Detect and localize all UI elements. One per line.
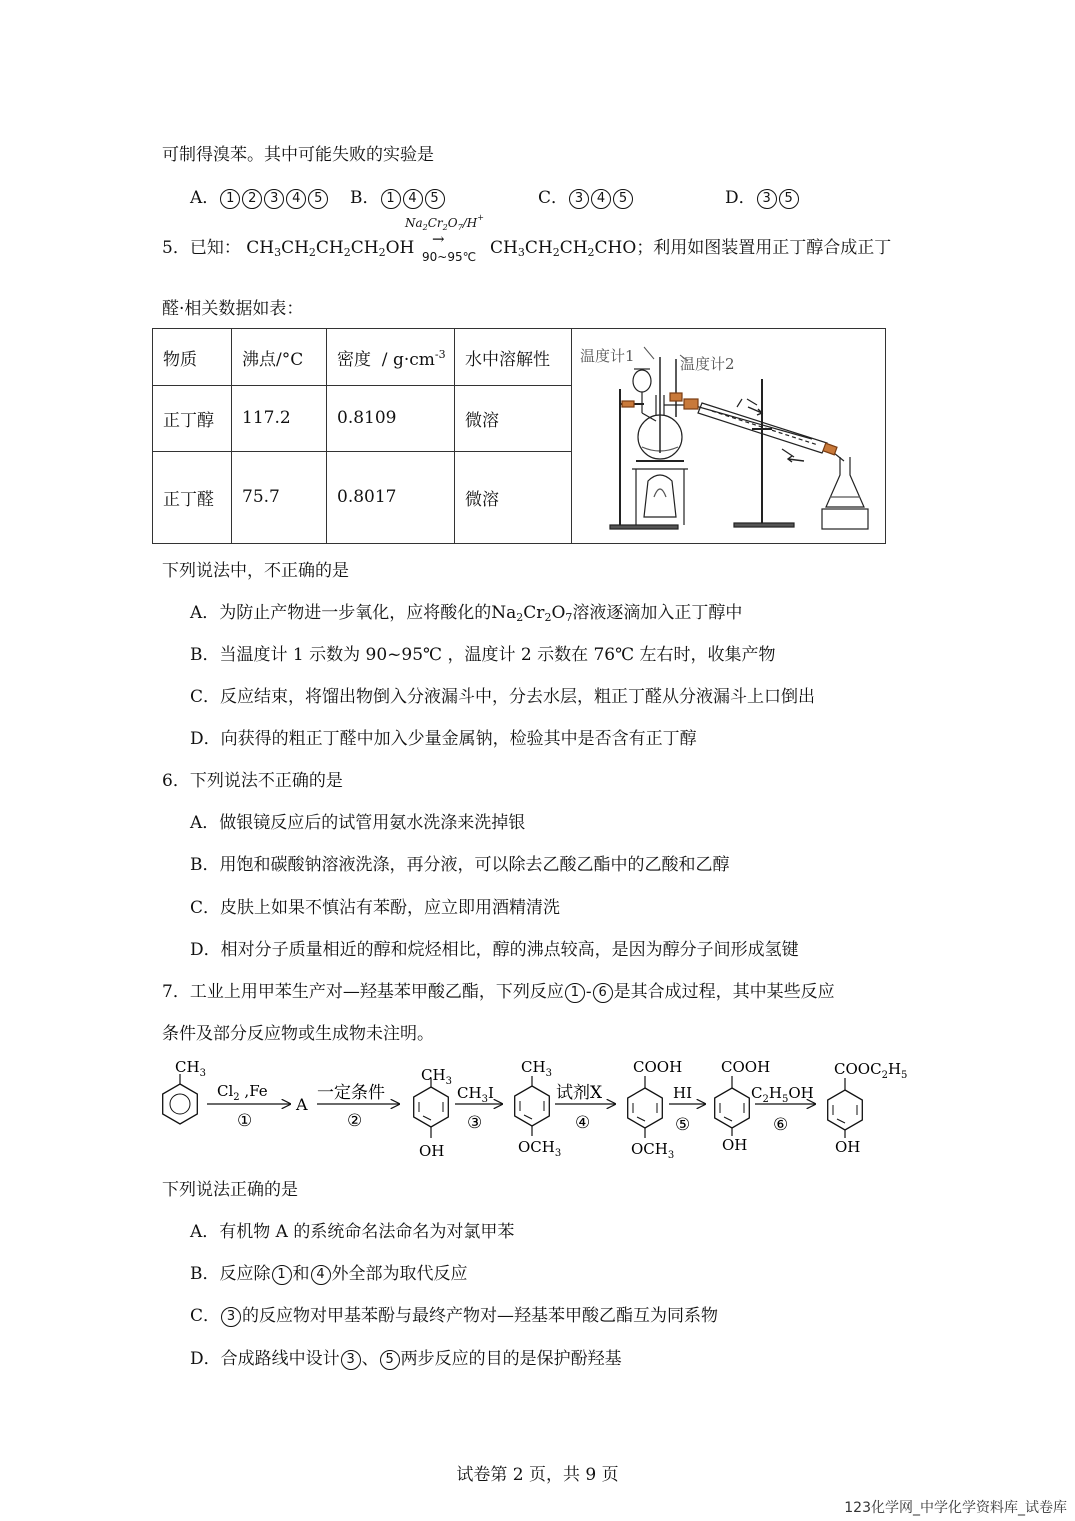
table-cell: 微溶 <box>455 451 572 543</box>
oh-group: OH <box>835 1138 861 1156</box>
och3-group: $OCH_3$ <box>631 1140 675 1161</box>
q5-option-d: D．向获得的粗正丁醛中加入少量金属钠，检验其中是否含有正丁醇 <box>190 729 697 749</box>
q6-option-b: B．用饱和碳酸钠溶液洗涤，再分液，可以除去乙酸乙酯中的乙酸和乙醇 <box>190 855 730 875</box>
circle-number: 1 <box>272 1265 292 1285</box>
reagent-c2h5oh: $C_2H_5OH$ <box>751 1084 814 1105</box>
table-cell: 0.8109 <box>327 386 455 451</box>
benzene-ring <box>163 1084 198 1124</box>
q5-stem-line1-tail: $CH_3CH_2CH_2CHO$；利用如图装置用正丁醇合成正丁 <box>490 238 892 259</box>
apparatus-cell <box>572 329 886 544</box>
synthesis-scheme <box>155 1052 935 1164</box>
page-footer: 试卷第 2 页，共 9 页 <box>456 1465 619 1485</box>
ch3-group: $CH_3$ <box>521 1058 552 1079</box>
condition-label: 一定条件 <box>317 1083 385 1103</box>
table-header-cell: 密度 / $g\cdot cm^{-3}$ <box>327 329 455 386</box>
circle-number: 4 <box>311 1265 331 1285</box>
table-header-cell: 物质 <box>153 329 232 386</box>
circle-number: 3 <box>341 1350 361 1370</box>
oxidant-formula: $Na_2Cr_2O_7$ <box>491 603 573 624</box>
oh-group: OH <box>722 1136 748 1154</box>
intro-line: 可制得溴苯。其中可能失败的实验是 <box>162 145 434 165</box>
cooh-group: COOH <box>633 1058 683 1076</box>
q5-question: 下列说法中，不正确的是 <box>162 561 349 581</box>
q4-option-a: A． 1 2 3 4 5 <box>190 183 329 209</box>
circle-number: 4 <box>591 189 611 209</box>
q7-stem-line1: 7．工业上用甲苯生产对—羟基苯甲酸乙酯，下列反应 1 - 6 是其合成过程，其中某些反应 <box>162 982 835 1002</box>
q6-option-a: A．做银镜反应后的试管用氨水洗涤来洗掉银 <box>190 813 526 833</box>
q7-question: 下列说法正确的是 <box>162 1180 298 1200</box>
reagent-cl2-fe: $Cl_2$ ,Fe <box>217 1082 268 1103</box>
compound-a: A <box>296 1095 308 1114</box>
q6-option-d: D．相对分子质量相近的醇和烷烃相比，醇的沸点较高，是因为醇分子间形成氢键 <box>190 940 799 960</box>
circle-number: 1 <box>381 189 401 209</box>
thermometer-2-label: 温度计2 <box>680 355 735 373</box>
circle-number: 1 <box>565 983 585 1003</box>
step-1-label: ① <box>237 1111 253 1131</box>
q5-option-c: C．反应结束，将馏出物倒入分液漏斗中，分去水层，粗正丁醛从分液漏斗上口倒出 <box>190 687 816 707</box>
step-4-label: ④ <box>575 1113 591 1133</box>
ch3-group: $CH_3$ <box>421 1066 452 1087</box>
step-5-label: ⑤ <box>675 1115 691 1135</box>
cooc2h5-group: $COOC_2H_5$ <box>834 1060 908 1081</box>
table-header-cell: 沸点/°C <box>232 329 327 386</box>
benzene-ring <box>515 1086 550 1126</box>
q4-option-d: D． 3 5 <box>725 183 800 209</box>
step-3-label: ③ <box>467 1113 483 1133</box>
circle-number: 5 <box>308 189 328 209</box>
circle-number: 5 <box>425 189 445 209</box>
reagent-hi: HI <box>673 1084 693 1102</box>
arrow-condition-top: $Na_2Cr_2O_7/H^+$ <box>405 213 484 232</box>
q5-option-a: A．为防止产物进一步氧化，应将酸化的$Na_2Cr_2O_7$溶液逐滴加入正丁醇中 <box>190 603 743 624</box>
circle-number: 6 <box>593 983 613 1003</box>
circle-number: 5 <box>613 189 633 209</box>
benzene-ring <box>828 1090 863 1130</box>
circle-number: 1 <box>220 189 240 209</box>
circle-number: 3 <box>264 189 284 209</box>
distillation-apparatus-diagram <box>572 329 885 543</box>
ch3-group: $CH_3$ <box>175 1058 206 1079</box>
reagent-x: 试剂X <box>556 1083 603 1103</box>
reactant-formula: $CH_3CH_2CH_2CH_2OH$ <box>246 238 415 259</box>
table-header-row <box>153 329 886 386</box>
q7-option-b: B．反应除 1 和 4 外全部为取代反应 <box>190 1264 468 1284</box>
q7-option-c: C． 3 的反应物对甲基苯酚与最终产物对—羟基苯甲酸乙酯互为同系物 <box>190 1306 719 1326</box>
data-table <box>152 328 886 544</box>
q4-option-c: C． 3 4 5 <box>538 183 634 209</box>
step-2-label: ② <box>347 1111 363 1131</box>
circle-number: 5 <box>380 1350 400 1370</box>
table-header-cell: 水中溶解性 <box>455 329 572 386</box>
step-6-label: ⑥ <box>773 1115 789 1135</box>
oh-group: OH <box>419 1142 445 1160</box>
q4-option-b: B． 1 4 5 <box>350 183 446 209</box>
q7-option-d: D．合成路线中设计 3 、 5 两步反应的目的是保护酚羟基 <box>190 1349 622 1369</box>
benzene-ring <box>414 1087 449 1127</box>
q7-option-a: A．有机物 A 的系统命名法命名为对氯甲苯 <box>190 1222 515 1242</box>
reagent-ch3i: $CH_3I$ <box>457 1084 494 1105</box>
q6-option-c: C．皮肤上如果不慎沾有苯酚，应立即用酒精清洗 <box>190 898 561 918</box>
q5-option-b: B．当温度计 1 示数为 90~95℃ ，温度计 2 示数在 76℃ 左右时，收集产物 <box>190 645 776 665</box>
q5-stem-line1: 5．已知： $CH_3CH_2CH_2CH_2OH$ <box>162 238 415 259</box>
circle-number: 3 <box>757 189 777 209</box>
table-cell: 微溶 <box>455 386 572 451</box>
q7-stem-line2: 条件及部分反应物或生成物未注明。 <box>162 1024 434 1044</box>
circle-number: 4 <box>403 189 423 209</box>
thermometer-1-label: 温度计1 <box>580 347 635 365</box>
benzene-ring <box>628 1088 663 1128</box>
circle-number: 4 <box>286 189 306 209</box>
circle-number: 5 <box>779 189 799 209</box>
table-cell: 0.8017 <box>327 451 455 543</box>
watermark: 123化学网_中学化学资料库_试卷库 <box>844 1500 1067 1516</box>
reaction-arrow: → <box>432 230 445 248</box>
circle-number: 3 <box>221 1307 241 1327</box>
cooh-group: COOH <box>721 1058 771 1076</box>
arrow-condition-bottom: 90~95℃ <box>422 250 477 264</box>
q6-stem: 6．下列说法不正确的是 <box>162 771 343 791</box>
och3-group: $OCH_3$ <box>518 1138 562 1159</box>
table-cell: 正丁醛 <box>153 451 232 543</box>
circle-number: 3 <box>569 189 589 209</box>
table-cell: 75.7 <box>232 451 327 543</box>
circle-number: 2 <box>242 189 262 209</box>
table-cell: 117.2 <box>232 386 327 451</box>
q5-stem-line2: 醛·相关数据如表： <box>162 299 304 319</box>
product-formula: $CH_3CH_2CH_2CHO$ <box>490 238 637 259</box>
table-cell: 正丁醇 <box>153 386 232 451</box>
benzene-ring <box>715 1088 750 1128</box>
